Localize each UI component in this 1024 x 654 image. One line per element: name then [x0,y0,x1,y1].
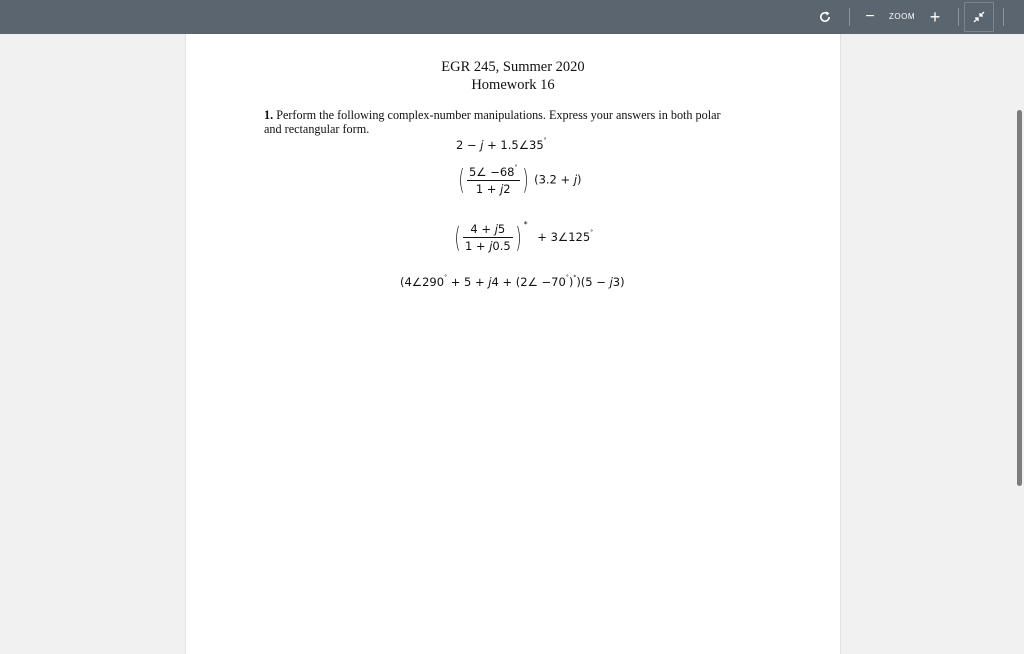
problem-text-line1: Perform the following complex-number manipulations. Express your answers in both polar [273,108,721,122]
fraction: $\frac{4 + j5}{1 + j0.5}$ [464,222,511,253]
problem-number: 1. [264,108,274,122]
problem-statement [264,108,764,136]
toolbar-divider [849,8,850,26]
homework-title: Homework 16 [471,77,555,93]
document-page [185,34,841,654]
fraction: $\frac{5\angle -68^\circ}{1 + j2}$ [468,164,518,196]
collapse-button[interactable] [964,2,994,32]
course-title: EGR 245, Summer 2020 [441,59,585,75]
toolbar-divider [1003,8,1004,26]
toolbar-divider [958,8,959,26]
problem-text-line2: and rectangular form. [264,122,370,136]
zoom-in-button[interactable]: + [929,6,941,27]
collapse-arrows-icon [973,11,985,23]
zoom-label: ZOOM [889,12,915,21]
expression-3: ( $\frac{4 + j5}{1 + j0.5}$ ) * + 3∠125° [454,220,594,254]
expression-1: 2 − j + 1.5∠35° [456,137,547,152]
zoom-out-button[interactable]: − [865,8,875,25]
vertical-scrollbar[interactable] [1017,110,1022,486]
expression-4: (4∠290° + 5 + j4 + (2∠ −70°)*)(5 − j3) [400,274,625,289]
rotate-icon[interactable] [812,0,838,34]
expression-2: ( $\frac{5\angle -68^\circ}{1 + j2}$ ) (3.2 + j) [458,163,582,196]
viewer-toolbar [0,0,1024,34]
